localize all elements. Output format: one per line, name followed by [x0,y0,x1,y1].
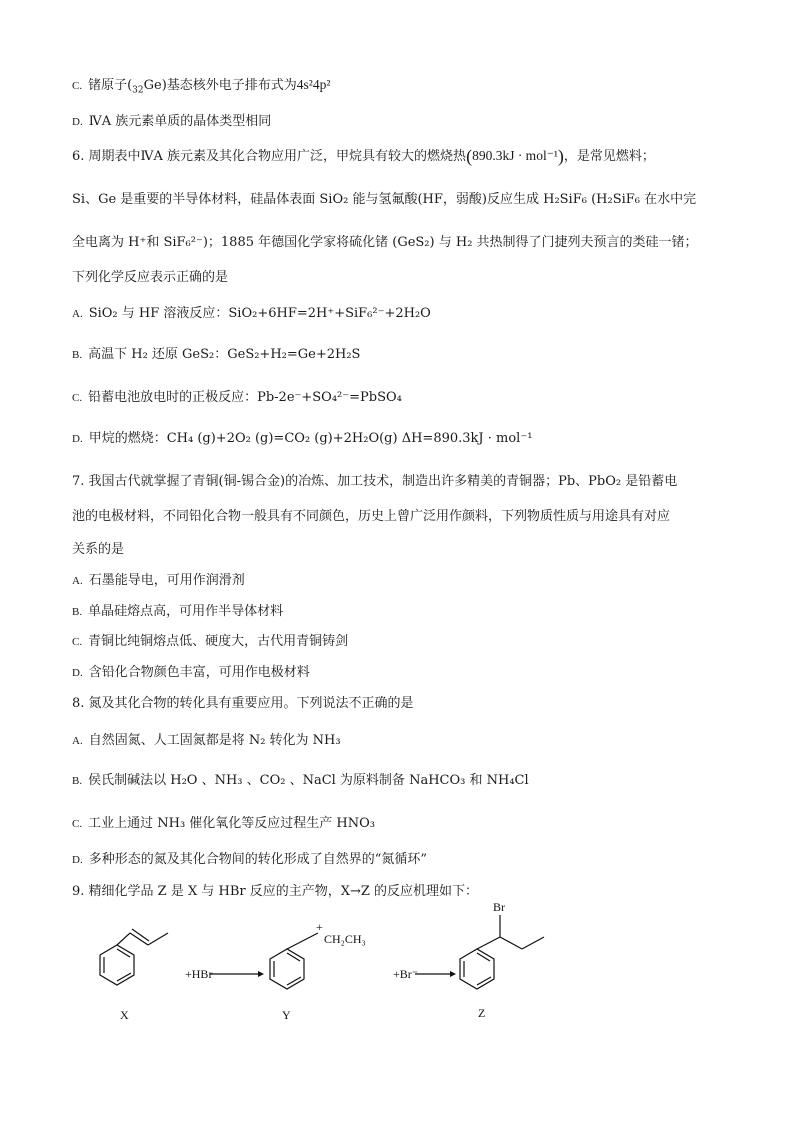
q7-stem-line3 [72,538,734,557]
molecule-z [460,915,544,989]
option-text: 高温下 H₂ 还原 GeS₂：GeS₂+H₂=Ge+2H₂S [88,347,361,362]
option-label: C. [72,392,83,404]
question-number: 8. [72,696,85,711]
q8-option-b [72,769,734,788]
option-label: B. [72,606,83,618]
question-number: 6. [72,149,85,164]
molecule-y [270,933,318,989]
option-text: 工业上通过 NH₃ 催化氧化等反应过程生产 HNO₃ [88,816,375,831]
stem-text: ，是常见燃料； [563,149,655,164]
option-label: D. [72,433,83,445]
q6-option-c [72,386,734,405]
option-text: 多种形态的氮及其化合物间的转化形成了自然界的“氮循环” [88,852,427,867]
y-charge: + [316,920,323,934]
q6-stem-line3 [72,231,734,250]
option-text: 青铜比纯铜熔点低、硬度大，古代用青铜铸剑 [88,634,349,649]
option-text: 铅蓄电池放电时的正极反应：Pb-2e⁻+SO₄²⁻=PbSO₄ [88,390,402,405]
q8-option-c [72,812,734,831]
option-text: 单晶硅熔点高，可用作半导体材料 [88,604,284,619]
atomic-number: 32 [132,85,144,96]
z-bromine: Br [493,900,505,914]
q8-option-a [72,729,734,748]
option-label: D. [72,667,83,679]
option-label: C. [72,636,83,648]
stem-text: 关系的是 [72,542,125,557]
label-z: Z [478,1006,486,1020]
option-label: D. [72,116,83,128]
stem-text: 氮及其化合物的转化具有重要应用。下列说法不正确的是 [88,696,414,711]
option-label: C. [72,80,83,92]
arrowhead-icon [258,971,264,977]
option-label: C. [72,818,83,830]
option-label: A. [72,575,83,587]
paren-left: ( [466,146,473,166]
stem-text: 周期表中ⅣA 族元素及其化合物应用广泛，甲烷具有较大的燃烧热 [88,149,467,164]
q6-stem-line1 [72,145,734,167]
option-label: D. [72,854,83,866]
q7-option-b [72,600,734,619]
arrowhead-icon [450,971,456,977]
option-text: ⅣA 族元素单质的晶体类型相同 [88,114,272,129]
q7-option-c [72,630,734,649]
question-number: 9. [72,884,85,899]
stem-text: 全电离为 H⁺和 SiF₆²⁻)；1885 年德国化学家将硫化锗 (GeS₂) 与 H₂ 共热制得了门捷列夫预言的类硅一锗； [72,235,698,250]
paren-right: ) [557,146,564,166]
stem-text: 我国古代就掌握了青铜(铜-锡合金)的冶炼、加工技术，制造出许多精美的青铜器；Pb、PbO₂ 是铅蓄电 [88,474,678,489]
stem-text: 下列化学反应表示正确的是 [72,270,229,285]
molecule-x [100,929,168,985]
stem-text: 池的电极材料，不同铅化合物一般具有不同颜色，历史上曾广泛用作颜料，下列物质性质与用途具有对应 [72,509,671,524]
y-chain: CH₂CH₃ [324,932,366,946]
q5-option-c [72,74,734,96]
label-y: Y [282,1008,291,1022]
option-label: B. [72,349,83,361]
option-text-a: 锗原子( [88,78,133,93]
q6-option-d [72,427,734,446]
reagent-hbr: +HBr [185,967,213,981]
option-text: 自然固氮、人工固氮都是将 N₂ 转化为 NH₃ [88,733,341,748]
q7-stem-line1 [72,470,734,489]
option-label: A. [72,308,83,320]
q8-option-d [72,848,734,867]
q8-stem [72,692,734,711]
q5-option-d [72,110,734,129]
q7-option-a [72,569,734,588]
option-text: 含铅化合物颜色丰富，可用作电极材料 [88,665,310,680]
q6-stem-line2 [72,188,734,207]
reagent-br: +Br⁻ [393,967,419,981]
option-label: A. [72,735,83,747]
option-text-b: Ge)基态核外电子排布式为 [143,78,297,93]
question-number: 7. [72,474,85,489]
q7-option-d [72,661,734,680]
electron-config: 4s²4p² [296,77,331,92]
stem-text: 精细化学品 Z 是 X 与 HBr 反应的主产物，X→Z 的反应机理如下： [88,884,479,899]
q6-stem-line4 [72,266,734,285]
q6-option-a [72,302,734,321]
q7-stem-line2 [72,505,734,524]
option-text: 石墨能导电，可用作润滑剂 [88,573,245,588]
option-label: B. [72,775,83,787]
q6-option-b [72,343,734,362]
label-x: X [120,1008,129,1022]
option-text: SiO₂ 与 HF 溶液反应：SiO₂+6HF=2H⁺+SiF₆²⁻+2H₂O [88,306,431,321]
heat-value: 890.3kJ · mol⁻¹ [472,148,558,163]
option-text: 甲烷的燃烧：CH₄ (g)+2O₂ (g)=CO₂ (g)+2H₂O(g) ΔH=890.3kJ · mol⁻¹ [88,431,533,446]
option-text: 侯氏制碱法以 H₂O 、NH₃ 、CO₂ 、NaCl 为原料制备 NaHCO₃ 和 NH₄Cl [88,773,529,788]
stem-text: Si、Ge 是重要的半导体材料，硅晶体表面 SiO₂ 能与氢氟酸(HF，弱酸)反应生成 H₂SiF₆ (H₂SiF₆ 在水中完 [72,192,697,207]
reaction-mechanism-diagram [60,895,740,1030]
